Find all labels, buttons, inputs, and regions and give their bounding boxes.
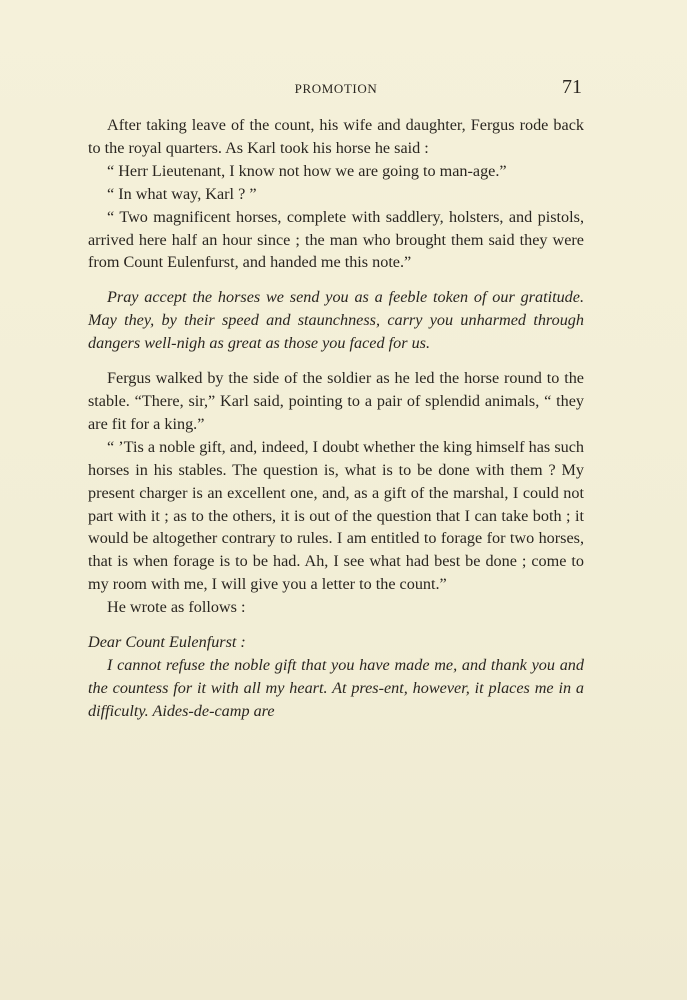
paragraph: “ Two magnificent horses, complete with saddlery, holsters, and pistols, arrived here half an hour since ; the man who brought them said they were from Count Eulenfurst, and handed me this note.” — [88, 207, 584, 272]
letter-salutation: Dear Count Eulenfurst : — [88, 633, 246, 652]
letter-body: I cannot refuse the noble gift that you have made me, and thank you and the countess for it with all my heart. At pres-ent, however, it places me in a difficulty. Aides-de-camp are — [88, 655, 584, 720]
body-text — [88, 114, 584, 723]
paragraph: Fergus walked by the side of the soldier as he led the horse round to the stable. “There, sir,” Karl said, pointing to a pair of splendid animals, “ they are fit for a king.” — [88, 369, 584, 433]
page-number: 71 — [562, 76, 582, 98]
paragraph: “ Herr Lieutenant, I know not how we are going to man-age.” — [107, 161, 507, 180]
page-header — [88, 78, 584, 100]
paragraph: “ In what way, Karl ? ” — [107, 184, 257, 203]
running-title: PROMOTION — [294, 81, 378, 96]
note-quote: Pray accept the horses we send you as a feeble token of our gratitude. May they, by their speed and staunchness, carry you unharmed through dangers well-nigh as great as those you faced for us. — [88, 288, 584, 353]
paragraph: “ ’Tis a noble gift, and, indeed, I doubt whether the king himself has such horses in his stables. The question is, what is to be done with them ? My present charger is an excellent one, and, as a gift of the marshal, I could not part with it ; as to the others, it is out of the question that I can take both ; it would be altogether contrary to rules. I am entitled to forage for two horses, that is when forage is to be had. Ah, I see what had best be done ; come to my room with me, I will give you a letter to the count.” — [88, 437, 584, 594]
paragraph: After taking leave of the count, his wife and daughter, Fergus rode back to the royal quarters. As Karl took his horse he said : — [88, 116, 584, 157]
paragraph: He wrote as follows : — [107, 598, 246, 617]
